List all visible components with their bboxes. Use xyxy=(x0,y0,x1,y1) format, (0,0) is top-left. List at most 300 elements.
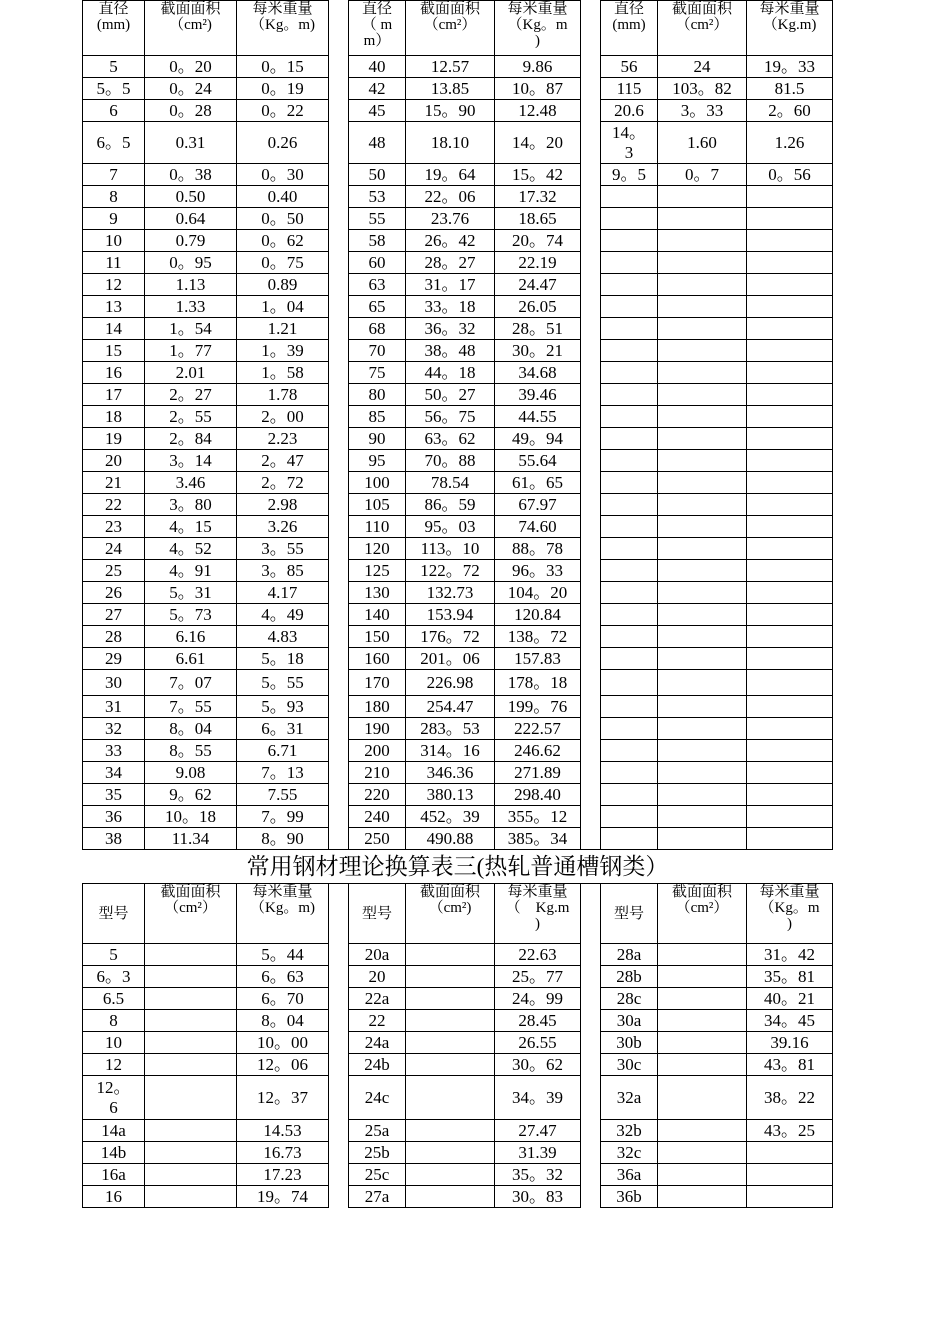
column-header: 直径 （ m m） xyxy=(349,1,406,56)
table-cell: 70。88 xyxy=(406,450,495,472)
column-gap xyxy=(329,164,349,186)
table-cell xyxy=(406,1032,495,1054)
table-cell: 6.71 xyxy=(237,740,329,762)
table-cell xyxy=(658,626,747,648)
table-cell: 1。77 xyxy=(145,340,237,362)
table-cell: 9 xyxy=(83,208,145,230)
column-gap xyxy=(581,494,601,516)
table-cell: 85 xyxy=(349,406,406,428)
table-cell: 18.65 xyxy=(495,208,581,230)
table-cell: 36。32 xyxy=(406,318,495,340)
table-cell: 38 xyxy=(83,828,145,850)
table-cell xyxy=(406,1076,495,1120)
table-row xyxy=(83,494,833,516)
table-row xyxy=(83,1032,833,1054)
table-cell xyxy=(658,208,747,230)
table-cell: 2.01 xyxy=(145,362,237,384)
table-cell: 314。16 xyxy=(406,740,495,762)
table-cell xyxy=(406,988,495,1010)
table-row xyxy=(83,944,833,966)
column-header: 型号 xyxy=(349,884,406,944)
table-cell: 42 xyxy=(349,78,406,100)
table-cell xyxy=(658,318,747,340)
table-cell: 11.34 xyxy=(145,828,237,850)
table-cell: 81.5 xyxy=(747,78,833,100)
table-row xyxy=(83,670,833,696)
table-row xyxy=(83,1186,833,1208)
table-cell: 17.23 xyxy=(237,1164,329,1186)
table-cell: 385。34 xyxy=(495,828,581,850)
table-cell: 49。94 xyxy=(495,428,581,450)
table-row xyxy=(83,1164,833,1186)
table-cell: 140 xyxy=(349,604,406,626)
column-gap xyxy=(329,1054,349,1076)
column-gap xyxy=(581,1010,601,1032)
column-gap xyxy=(581,626,601,648)
column-gap xyxy=(581,806,601,828)
table-row xyxy=(83,1142,833,1164)
table-cell: 20 xyxy=(349,966,406,988)
table-cell: 2.23 xyxy=(237,428,329,450)
table-cell: 125 xyxy=(349,560,406,582)
table-cell: 32c xyxy=(601,1142,658,1164)
column-gap xyxy=(329,78,349,100)
column-gap xyxy=(329,406,349,428)
table-cell: 96。33 xyxy=(495,560,581,582)
column-gap xyxy=(581,560,601,582)
table-cell: 0。75 xyxy=(237,252,329,274)
table-cell: 2。27 xyxy=(145,384,237,406)
column-gap xyxy=(581,472,601,494)
table-cell xyxy=(658,472,747,494)
table-cell: 178。18 xyxy=(495,670,581,696)
table-cell: 27.47 xyxy=(495,1120,581,1142)
steel-table xyxy=(82,0,833,1208)
column-header: 每米重量 （Kg.m) xyxy=(747,1,833,56)
table-cell xyxy=(658,1142,747,1164)
table-cell xyxy=(601,582,658,604)
table-cell: 0.64 xyxy=(145,208,237,230)
column-gap xyxy=(329,296,349,318)
column-gap xyxy=(581,988,601,1010)
table-cell: 0。30 xyxy=(237,164,329,186)
table-cell: 10 xyxy=(83,230,145,252)
table-cell xyxy=(601,648,658,670)
table-cell xyxy=(747,362,833,384)
table-cell: 0。62 xyxy=(237,230,329,252)
table-cell: 14a xyxy=(83,1120,145,1142)
table-cell xyxy=(601,208,658,230)
table-row xyxy=(83,164,833,186)
table-cell: 100 xyxy=(349,472,406,494)
table-cell xyxy=(658,762,747,784)
table-row xyxy=(83,318,833,340)
table-cell xyxy=(145,988,237,1010)
table-cell: 19 xyxy=(83,428,145,450)
column-gap xyxy=(329,582,349,604)
table-cell: 3。33 xyxy=(658,100,747,122)
table-cell xyxy=(601,340,658,362)
table-cell xyxy=(601,450,658,472)
column-header: 截面面积 （cm²） xyxy=(658,1,747,56)
table-cell xyxy=(658,450,747,472)
table-cell xyxy=(601,252,658,274)
table-cell: 15 xyxy=(83,340,145,362)
table-cell: 222.57 xyxy=(495,718,581,740)
table-cell: 0.89 xyxy=(237,274,329,296)
table-cell: 32 xyxy=(83,718,145,740)
table-cell: 250 xyxy=(349,828,406,850)
column-gap xyxy=(581,670,601,696)
table-cell: 33 xyxy=(83,740,145,762)
table-cell: 5。5 xyxy=(83,78,145,100)
table-row xyxy=(83,696,833,718)
table-cell xyxy=(601,186,658,208)
table-cell: 110 xyxy=(349,516,406,538)
table-cell: 22 xyxy=(349,1010,406,1032)
column-gap xyxy=(581,384,601,406)
table-cell: 16 xyxy=(83,1186,145,1208)
table-cell xyxy=(747,718,833,740)
table-cell: 20.6 xyxy=(601,100,658,122)
table-cell xyxy=(658,696,747,718)
table-cell xyxy=(406,1142,495,1164)
table-cell: 15。42 xyxy=(495,164,581,186)
column-gap xyxy=(329,230,349,252)
table-cell: 199。76 xyxy=(495,696,581,718)
table-cell: 115 xyxy=(601,78,658,100)
table-cell: 61。65 xyxy=(495,472,581,494)
table-cell: 36b xyxy=(601,1186,658,1208)
table-cell: 50。27 xyxy=(406,384,495,406)
table-cell: 43。81 xyxy=(747,1054,833,1076)
table-cell: 6 xyxy=(83,100,145,122)
table-cell: 2。00 xyxy=(237,406,329,428)
table-cell: 14b xyxy=(83,1142,145,1164)
table-cell xyxy=(658,384,747,406)
table-cell xyxy=(747,340,833,362)
table-cell xyxy=(747,740,833,762)
table-cell: 70 xyxy=(349,340,406,362)
table-cell: 34。45 xyxy=(747,1010,833,1032)
table-cell xyxy=(658,494,747,516)
table-cell: 9。5 xyxy=(601,164,658,186)
table-cell: 8 xyxy=(83,1010,145,1032)
column-header: 型号 xyxy=(601,884,658,944)
table-cell: 36a xyxy=(601,1164,658,1186)
table-cell: 28。51 xyxy=(495,318,581,340)
table-cell: 18.10 xyxy=(406,122,495,164)
table-cell: 22 xyxy=(83,494,145,516)
column-gap xyxy=(581,122,601,164)
table-cell: 271.89 xyxy=(495,762,581,784)
table-cell xyxy=(747,538,833,560)
column-gap xyxy=(581,1142,601,1164)
column-gap xyxy=(329,362,349,384)
table-cell: 25 xyxy=(83,560,145,582)
column-gap xyxy=(581,538,601,560)
table-cell: 32a xyxy=(601,1076,658,1120)
table-cell: 27 xyxy=(83,604,145,626)
table-row xyxy=(83,406,833,428)
table-cell: 246.62 xyxy=(495,740,581,762)
table-cell: 30。83 xyxy=(495,1186,581,1208)
table-cell xyxy=(747,428,833,450)
table-cell: 30 xyxy=(83,670,145,696)
table-row xyxy=(83,1010,833,1032)
table-cell: 201。06 xyxy=(406,648,495,670)
table-cell: 28。27 xyxy=(406,252,495,274)
table-cell: 20。74 xyxy=(495,230,581,252)
table-cell: 12.48 xyxy=(495,100,581,122)
table-cell: 10。00 xyxy=(237,1032,329,1054)
table-cell xyxy=(145,966,237,988)
table-cell: 103。82 xyxy=(658,78,747,100)
table-cell: 38。22 xyxy=(747,1076,833,1120)
table-cell: 14 xyxy=(83,318,145,340)
table-cell: 355。12 xyxy=(495,806,581,828)
table-cell xyxy=(658,784,747,806)
table-cell xyxy=(145,1032,237,1054)
table-row xyxy=(83,362,833,384)
table-cell: 0。20 xyxy=(145,56,237,78)
table-cell: 5。93 xyxy=(237,696,329,718)
table-cell: 26。42 xyxy=(406,230,495,252)
table-cell xyxy=(601,230,658,252)
column-gap xyxy=(329,762,349,784)
table-cell: 200 xyxy=(349,740,406,762)
table-cell xyxy=(658,806,747,828)
column-header: 直径 (mm) xyxy=(83,1,145,56)
table-cell: 63。62 xyxy=(406,428,495,450)
table-cell xyxy=(747,406,833,428)
column-gap xyxy=(329,784,349,806)
table-cell: 0。7 xyxy=(658,164,747,186)
table-cell: 176。72 xyxy=(406,626,495,648)
table-cell: 240 xyxy=(349,806,406,828)
table-cell: 2。47 xyxy=(237,450,329,472)
table-cell: 170 xyxy=(349,670,406,696)
table-cell xyxy=(601,516,658,538)
table-cell xyxy=(601,828,658,850)
table-cell: 25。77 xyxy=(495,966,581,988)
column-gap xyxy=(581,1186,601,1208)
table-cell: 0。95 xyxy=(145,252,237,274)
table-cell xyxy=(747,828,833,850)
column-gap xyxy=(329,1010,349,1032)
column-gap xyxy=(329,318,349,340)
table-cell: 7。99 xyxy=(237,806,329,828)
table-cell: 55.64 xyxy=(495,450,581,472)
table-cell: 53 xyxy=(349,186,406,208)
table-cell xyxy=(658,828,747,850)
table-cell xyxy=(747,1186,833,1208)
table-cell: 35 xyxy=(83,784,145,806)
column-gap xyxy=(581,318,601,340)
column-gap xyxy=(329,122,349,164)
table-row xyxy=(83,274,833,296)
table-cell: 17 xyxy=(83,384,145,406)
table-cell: 43。25 xyxy=(747,1120,833,1142)
table-cell xyxy=(658,1076,747,1120)
table-cell xyxy=(658,406,747,428)
table-row xyxy=(83,1120,833,1142)
column-gap xyxy=(329,1120,349,1142)
table-cell: 74.60 xyxy=(495,516,581,538)
column-gap xyxy=(581,582,601,604)
table-cell xyxy=(601,362,658,384)
table-header-row xyxy=(83,1,833,56)
column-gap xyxy=(329,56,349,78)
table-cell: 78.54 xyxy=(406,472,495,494)
table-cell: 8。90 xyxy=(237,828,329,850)
column-gap xyxy=(581,762,601,784)
column-gap xyxy=(581,884,601,944)
table-cell: 58 xyxy=(349,230,406,252)
column-gap xyxy=(329,648,349,670)
table-cell: 346.36 xyxy=(406,762,495,784)
table-cell: 19。33 xyxy=(747,56,833,78)
column-gap xyxy=(581,362,601,384)
column-gap xyxy=(581,648,601,670)
table-cell: 6。31 xyxy=(237,718,329,740)
table-cell xyxy=(747,516,833,538)
table-cell: 2。84 xyxy=(145,428,237,450)
table-cell: 254.47 xyxy=(406,696,495,718)
table-cell: 12。37 xyxy=(237,1076,329,1120)
table-cell xyxy=(601,740,658,762)
table-cell: 75 xyxy=(349,362,406,384)
table-cell xyxy=(658,1164,747,1186)
table-row xyxy=(83,828,833,850)
table-row xyxy=(83,384,833,406)
table-cell: 3.26 xyxy=(237,516,329,538)
table-cell: 7。55 xyxy=(145,696,237,718)
table-cell xyxy=(747,582,833,604)
table-cell: 24。99 xyxy=(495,988,581,1010)
table-cell xyxy=(601,274,658,296)
column-gap xyxy=(329,966,349,988)
table-cell: 6。3 xyxy=(83,966,145,988)
table-cell: 95 xyxy=(349,450,406,472)
table-cell: 160 xyxy=(349,648,406,670)
table-cell: 35。81 xyxy=(747,966,833,988)
table-cell: 22.19 xyxy=(495,252,581,274)
table-cell xyxy=(747,450,833,472)
table-cell xyxy=(747,806,833,828)
table-cell xyxy=(658,296,747,318)
table-cell: 24 xyxy=(658,56,747,78)
table-row xyxy=(83,1076,833,1120)
channel-steel-section xyxy=(83,884,833,1208)
table-cell: 68 xyxy=(349,318,406,340)
table-cell: 0。38 xyxy=(145,164,237,186)
table-cell: 210 xyxy=(349,762,406,784)
table-cell: 22a xyxy=(349,988,406,1010)
column-header: 每米重量 （Kg。m) xyxy=(237,884,329,944)
table-cell: 12 xyxy=(83,1054,145,1076)
column-gap xyxy=(329,252,349,274)
table-cell: 13 xyxy=(83,296,145,318)
table-cell: 1。39 xyxy=(237,340,329,362)
table-row xyxy=(83,988,833,1010)
column-gap xyxy=(329,274,349,296)
table-cell: 1.60 xyxy=(658,122,747,164)
table-cell: 38。48 xyxy=(406,340,495,362)
column-gap xyxy=(581,230,601,252)
table-row xyxy=(83,718,833,740)
table-cell: 90 xyxy=(349,428,406,450)
column-gap xyxy=(329,1076,349,1120)
table-cell: 0。56 xyxy=(747,164,833,186)
table-cell: 7.55 xyxy=(237,784,329,806)
section-title: 常用钢材理论换算表三(热轧普通槽钢类） xyxy=(83,850,833,884)
table-cell xyxy=(658,582,747,604)
table-cell xyxy=(658,340,747,362)
table-cell: 34。39 xyxy=(495,1076,581,1120)
table-cell: 31。42 xyxy=(747,944,833,966)
table-cell: 29 xyxy=(83,648,145,670)
column-gap xyxy=(581,516,601,538)
table-cell: 44。18 xyxy=(406,362,495,384)
column-gap xyxy=(581,966,601,988)
table-cell: 120 xyxy=(349,538,406,560)
table-cell: 452。39 xyxy=(406,806,495,828)
table-cell: 6。63 xyxy=(237,966,329,988)
table-cell: 6.61 xyxy=(145,648,237,670)
column-gap xyxy=(329,472,349,494)
table-cell: 7。13 xyxy=(237,762,329,784)
table-cell: 6.16 xyxy=(145,626,237,648)
table-cell xyxy=(747,1164,833,1186)
table-cell xyxy=(601,406,658,428)
table-cell xyxy=(601,784,658,806)
table-cell: 56。75 xyxy=(406,406,495,428)
table-cell: 10。18 xyxy=(145,806,237,828)
column-gap xyxy=(581,428,601,450)
table-row xyxy=(83,100,833,122)
column-gap xyxy=(581,450,601,472)
table-cell xyxy=(658,648,747,670)
table-cell: 0。28 xyxy=(145,100,237,122)
table-cell: 0。24 xyxy=(145,78,237,100)
table-cell xyxy=(747,384,833,406)
table-cell xyxy=(601,626,658,648)
table-cell: 3。85 xyxy=(237,560,329,582)
table-cell: 24.47 xyxy=(495,274,581,296)
column-gap xyxy=(581,164,601,186)
table-cell xyxy=(747,670,833,696)
table-cell xyxy=(747,252,833,274)
column-header: 型号 xyxy=(83,884,145,944)
column-gap xyxy=(581,1076,601,1120)
table-cell: 24a xyxy=(349,1032,406,1054)
column-gap xyxy=(329,428,349,450)
table-cell: 33。18 xyxy=(406,296,495,318)
table-cell: 1.13 xyxy=(145,274,237,296)
table-cell xyxy=(747,494,833,516)
column-gap xyxy=(581,1032,601,1054)
table-cell: 44.55 xyxy=(495,406,581,428)
table-cell: 28c xyxy=(601,988,658,1010)
table-cell xyxy=(601,718,658,740)
table-cell: 153.94 xyxy=(406,604,495,626)
table-cell: 21 xyxy=(83,472,145,494)
table-cell: 12 xyxy=(83,274,145,296)
table-cell: 48 xyxy=(349,122,406,164)
table-cell xyxy=(658,604,747,626)
column-gap xyxy=(329,186,349,208)
